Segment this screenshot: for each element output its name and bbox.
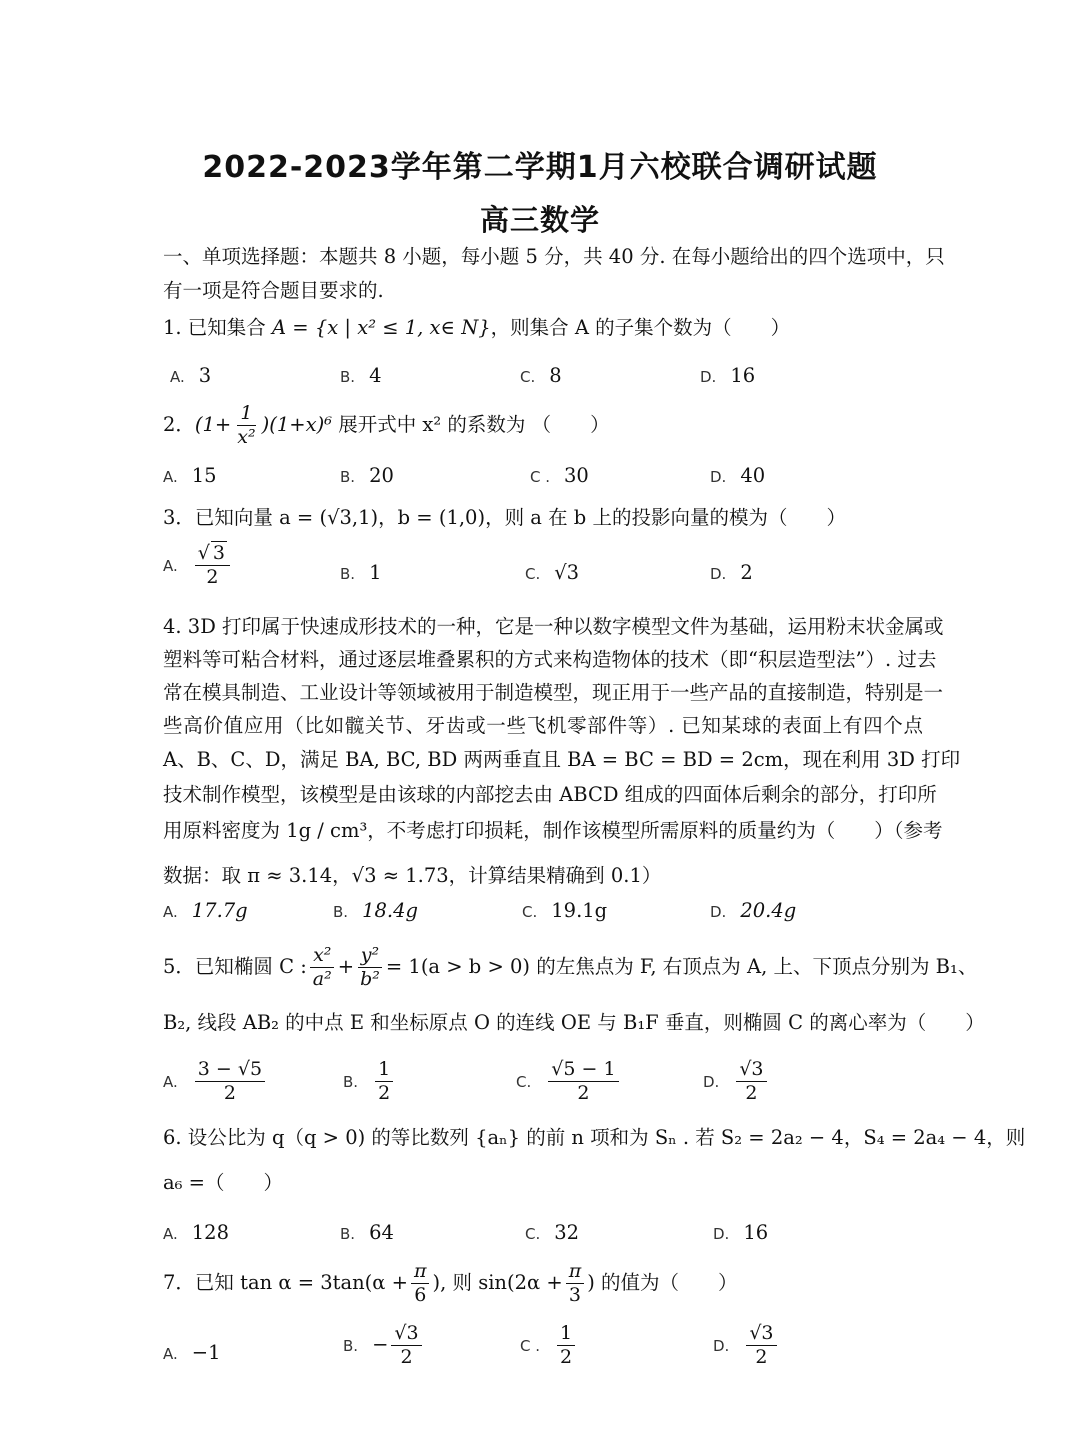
question-4-line-7: 用原料密度为 1g / cm³，不考虑打印损耗，制作该模型所需原料的质量约为（ ）（参考 <box>163 819 943 842</box>
q2-option-b[interactable]: B. 20 <box>340 464 394 487</box>
question-4-line-8: 数据：取 π ≈ 3.14，√3 ≈ 1.73，计算结果精确到 0.1） <box>163 864 662 887</box>
q5-option-a[interactable]: A. $\frac{3 - √5}{2}$ <box>163 1058 268 1105</box>
q3-option-b[interactable]: B. 1 <box>340 561 382 584</box>
q2-option-d[interactable]: D. 40 <box>710 464 766 487</box>
q6-option-b[interactable]: B. 64 <box>340 1221 394 1244</box>
q2-option-a[interactable]: A. 15 <box>163 464 217 487</box>
question-6-line-2: a₆ =（ ） <box>163 1171 283 1194</box>
question-5: 5．已知椭圆 C : $\frac{\text{x²}}{\text{a²}}$ + $\frac{\text{y²}}{\text{b²}}$ = 1(a > b > 0) 的左焦点为 F, 右顶点为 A, 上、下顶点分别为 B₁、 <box>163 944 978 990</box>
q6-option-c[interactable]: C. 32 <box>525 1221 580 1244</box>
q4-option-a[interactable]: A. 17.7g <box>163 899 248 922</box>
q4-option-c[interactable]: C. 19.1g <box>522 899 608 922</box>
q1-option-b[interactable]: B. 4 <box>340 364 382 387</box>
exam-title: 2022-2023学年第二学期1月六校联合调研试题 <box>202 150 878 185</box>
question-7: 7．已知 tan α = 3tan(α + $\frac{\pi}{6}$ ), 则 sin(2α + $\frac{\pi}{3}$ ) 的值为（ ） <box>163 1260 738 1306</box>
q3-option-c[interactable]: C. √3 <box>525 561 580 584</box>
question-1-post: ，则集合 A 的子集个数为（ ） <box>490 316 791 339</box>
question-4-line-1: 4. 3D 打印属于快速成形技术的一种，它是一种以数字模型文件为基础，运用粉末状金属或 <box>163 615 944 638</box>
question-6: 6. 设公比为 q（q > 0) 的等比数列 {aₙ} 的前 n 项和为 Sₙ . 若 S₂ = 2a₂ − 4，S₄ = 2a₄ − 4，则 <box>163 1126 1026 1149</box>
exam-subtitle: 高三数学 <box>479 203 600 237</box>
q5-option-d[interactable]: D. $\frac{√3}{2}$ <box>703 1058 770 1105</box>
question-4-line-3: 常在模具制造、工业设计等领域被用于制造模型，现正用于一些产品的直接制造，特别是一 <box>163 681 944 704</box>
section-instruction-cont: 有一项是符合题目要求的. <box>163 279 384 302</box>
q2-option-c[interactable]: C . 30 <box>530 464 589 487</box>
question-1-pre: 1. 已知集合 <box>163 316 273 339</box>
q7-option-d[interactable]: D. $\frac{√3}{2}$ <box>713 1322 780 1369</box>
question-4-line-2: 塑料等可粘合材料，通过逐层堆叠累积的方式来构造物体的技术（即“积层造型法”）. 过去 <box>163 648 937 671</box>
q1-option-a[interactable]: A. 3 <box>170 364 212 387</box>
q6-option-a[interactable]: A. 128 <box>163 1221 229 1244</box>
question-3: 3．已知向量 a = (√3,1)，b = (1,0)，则 a 在 b 上的投影向量的模为（ ） <box>163 506 846 529</box>
q4-option-b[interactable]: B. 18.4g <box>333 899 418 922</box>
q7-option-b[interactable]: B. − $\frac{√3}{2}$ <box>343 1322 425 1369</box>
question-4-line-5: A、B、C、D，满足 BA, BC, BD 两两垂直且 BA = BC = BD = 2cm，现在利用 3D 打印 <box>163 748 961 771</box>
q7-option-a[interactable]: A. −1 <box>163 1341 221 1364</box>
question-4-line-4: 些高价值应用（比如髋关节、牙齿或一些飞机零部件等）. 已知某球的表面上有四个点 <box>163 714 923 737</box>
section-instruction: 一、单项选择题：本题共 8 小题，每小题 5 分，共 40 分. 在每小题给出的四个选项中，只 <box>163 245 945 268</box>
question-5-line-2: B₂, 线段 AB₂ 的中点 E 和坐标原点 O 的连线 OE 与 B₁F 垂直，则椭圆 C 的离心率为（ ） <box>163 1011 985 1034</box>
q5-option-b[interactable]: B. $\frac{1}{2}$ <box>343 1058 396 1105</box>
q4-option-d[interactable]: D. 20.4g <box>710 899 797 922</box>
question-2: 2．(1+ $\frac{1}{\text{x²}}$ )(1+x)⁶ 展开式中 x² 的系数为 （ ） <box>163 402 610 448</box>
question-4-line-6: 技术制作模型，该模型是由该球的内部挖去由 ABCD 组成的四面体后剩余的部分，打印所 <box>163 783 937 806</box>
q7-option-c[interactable]: C . $\frac{1}{2}$ <box>520 1322 578 1369</box>
question-1 <box>163 313 923 343</box>
question-1-set: A = {x | x² ≤ 1, x∈ N} <box>272 316 491 339</box>
q6-option-d[interactable]: D. 16 <box>713 1221 769 1244</box>
question-2-fraction: $\frac{1}{\text{x²}}$ <box>237 402 256 448</box>
q3-option-a[interactable]: A. $\frac{√ 3}{2}$ <box>163 542 233 589</box>
q1-option-c[interactable]: C. 8 <box>520 364 562 387</box>
q5-option-c[interactable]: C. $\frac{√5 - 1}{2}$ <box>516 1058 622 1105</box>
q3-option-d[interactable]: D. 2 <box>710 561 753 584</box>
q1-option-d[interactable]: D. 16 <box>700 364 756 387</box>
